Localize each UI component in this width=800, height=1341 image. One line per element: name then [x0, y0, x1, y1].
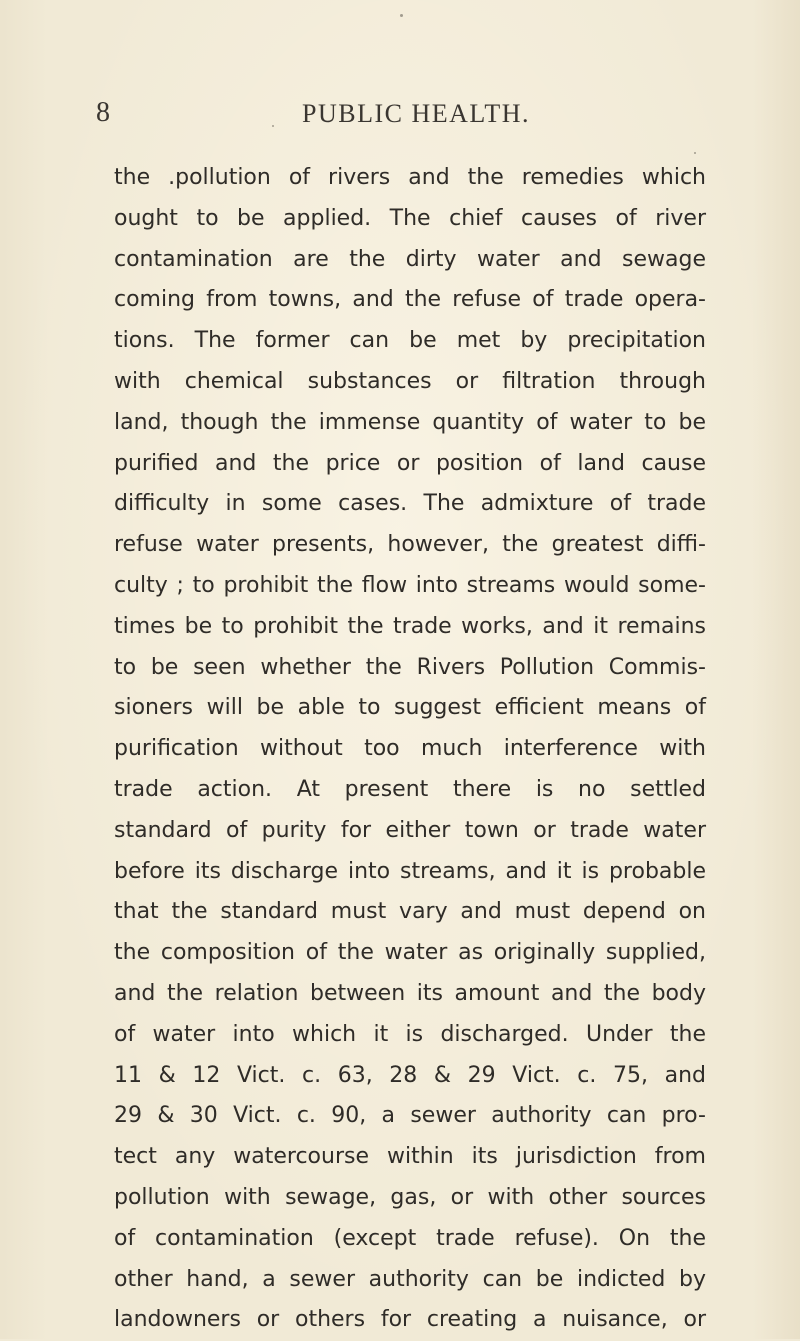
text-line: of water into which it is discharged. Under the: [114, 1021, 706, 1047]
text-line: tect any watercourse within its jurisdiction from: [114, 1144, 706, 1170]
text-line: difficulty in some cases. The admixture of trade: [114, 491, 706, 517]
running-head: [0, 96, 800, 136]
ink-speck: [694, 152, 696, 154]
text-line: culty ; to prohibit the flow into streams would some-: [114, 572, 706, 598]
text-line: contamination are the dirty water and sewage: [114, 246, 706, 272]
body-text: [114, 158, 706, 1341]
text-line: that the standard must vary and must depend on: [114, 899, 706, 925]
text-line: of contamination (except trade refuse). On the: [114, 1225, 706, 1251]
text-line: with chemical substances or filtration through: [114, 368, 706, 394]
text-line: times be to prohibit the trade works, and it remains: [114, 613, 706, 639]
text-line: 29 & 30 Vict. c. 90, a sewer authority can pro-: [114, 1103, 706, 1129]
text-line: purification without too much interference with: [114, 736, 706, 762]
running-head-title: PUBLIC HEALTH.: [302, 99, 531, 128]
text-line: ought to be applied. The chief causes of river: [114, 205, 706, 231]
text-line: other hand, a sewer authority can be indicted by: [114, 1266, 706, 1292]
text-line: tions. The former can be met by precipitation: [114, 328, 706, 354]
text-line: trade action. At present there is no settled: [114, 776, 706, 802]
text-line: the composition of the water as originally supplied,: [114, 940, 706, 966]
ink-speck: [400, 14, 403, 17]
page-number: 8: [96, 97, 110, 128]
text-line: 11 & 12 Vict. c. 63, 28 & 29 Vict. c. 75, and: [114, 1062, 706, 1088]
text-line: before its discharge into streams, and it is probable: [114, 858, 706, 884]
text-line: and the relation between its amount and the body: [114, 980, 706, 1006]
text-line: land, though the immense quantity of water to be: [114, 409, 706, 435]
text-line: to be seen whether the Rivers Pollution Commis-: [114, 654, 706, 680]
text-line: landowners or others for creating a nuisance, or: [114, 1307, 706, 1333]
text-line: purified and the price or position of land cause: [114, 450, 706, 476]
text-line: refuse water presents, however, the greatest diffi-: [114, 532, 706, 558]
text-line: coming from towns, and the refuse of trade opera-: [114, 287, 706, 313]
text-line: pollution with sewage, gas, or with other sources: [114, 1184, 706, 1210]
text-line: standard of purity for either town or trade water: [114, 817, 706, 843]
text-line: the .pollution of rivers and the remedies which: [114, 165, 706, 190]
text-line: sioners will be able to suggest efficient means of: [114, 695, 706, 721]
